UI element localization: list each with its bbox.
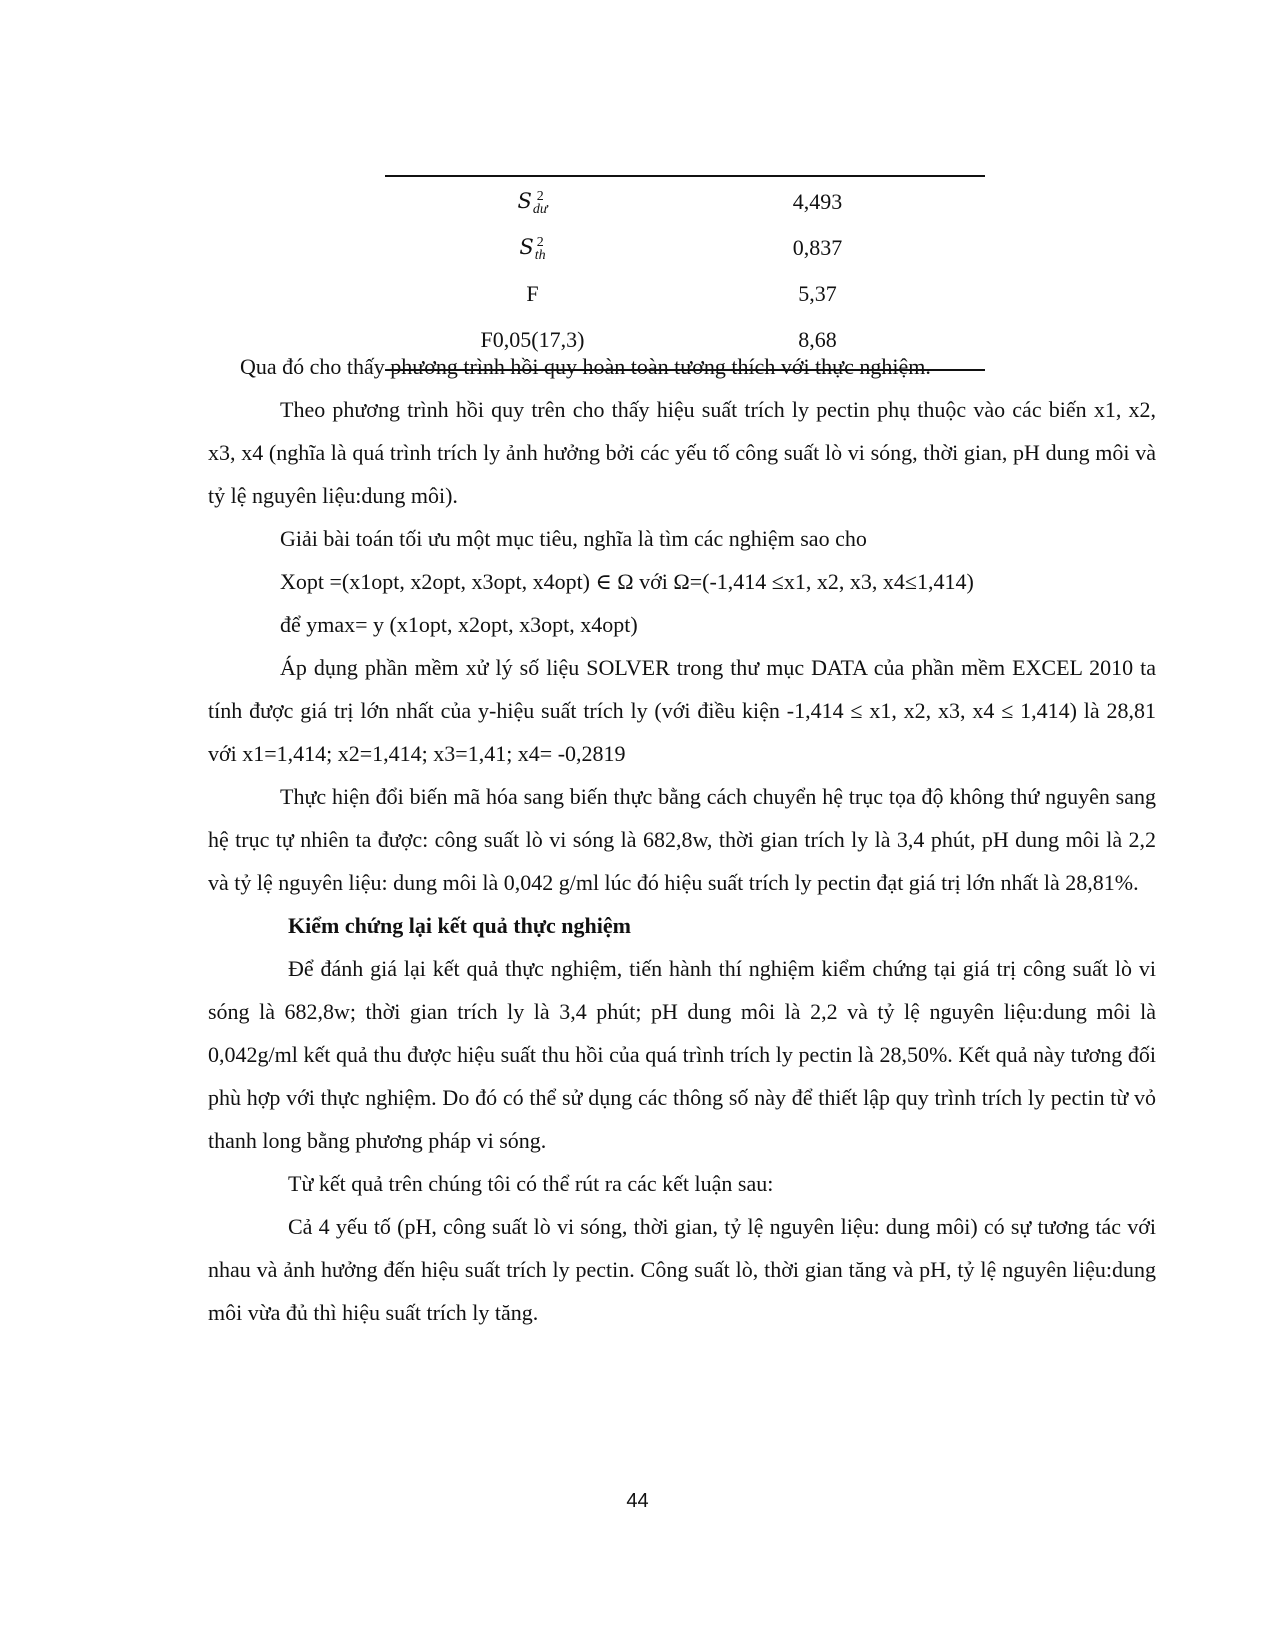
paragraph: Qua đó cho thấy phương trình hồi quy hoàn toàn tương thích với thực nghiệm. [240, 354, 931, 379]
statistics-table [385, 175, 985, 371]
paragraph: Để đánh giá lại kết quả thực nghiệm, tiến hành thí nghiệm kiểm chứng tại giá trị công suất lò vi sóng là 682,8w; thời gian trích ly là 3,4 phút; pH dung môi là 2,2 và tỷ lệ nguyên liệu:dung môi là 0,042g/ml kết quả thu được hiệu suất thu hồi của quá trình trích ly pectin là 28,50%. Kết quả này tương đối phù hợp với thực nghiệm. Do đó có thể sử dụng các thông số này để thiết lập quy trình trích ly pectin từ vỏ thanh long bằng phương pháp vi sóng. [208, 956, 1156, 1153]
row-label-s-du: S 2 dư [517, 188, 548, 217]
section-heading: Kiểm chứng lại kết quả thực nghiệm [288, 913, 631, 938]
table-row [385, 179, 985, 225]
row-value: 4,493 [792, 189, 843, 214]
paragraph: Từ kết quả trên chúng tôi có thể rút ra các kết luận sau: [288, 1171, 774, 1196]
paragraph: Thực hiện đổi biến mã hóa sang biến thực bằng cách chuyển hệ trục tọa độ không thứ nguyên sang hệ trục tự nhiên ta được: công suất lò vi sóng là 682,8w, thời gian trích ly là 3,4 phút, pH dung môi là 2,2 và tỷ lệ nguyên liệu: dung môi là 0,042 g/ml lúc đó hiệu suất trích ly pectin đạt giá trị lớn nhất là 28,81%. [208, 784, 1156, 895]
variable-list: x1, x2, x3, x4 [208, 397, 1157, 465]
paragraph: Theo phương trình hồi quy trên cho thấy hiệu suất trích ly pectin phụ thuộc vào các biến x1, x2, x3, x4 (nghĩa là quá trình trích ly ảnh hưởng bởi các yếu tố công suất lò vi sóng, thời gian, pH dung môi và tỷ lệ nguyên liệu:dung môi). [208, 397, 1157, 508]
paragraph: Giải bài toán tối ưu một mục tiêu, nghĩa là tìm các nghiệm sao cho [280, 526, 867, 551]
page-number: 44 [626, 1490, 649, 1512]
row-value: 5,37 [798, 281, 837, 306]
paragraph: Áp dụng phần mềm xử lý số liệu SOLVER trong thư mục DATA của phần mềm EXCEL 2010 ta tính được giá trị lớn nhất của y-hiệu suất trích ly (với điều kiện -1,414 ≤ x1, x2, x3, x4 ≤ 1,414) là 28,81 với x1=1,414; x2=1,414; x3=1,41; x4= -0,2819 [208, 655, 1156, 766]
row-value: 0,837 [792, 235, 843, 260]
equation-ymax: để ymax= y (x1opt, x2opt, x3opt, x4opt) [280, 612, 638, 637]
body-text [208, 345, 1156, 1334]
paragraph: Cả 4 yếu tố (pH, công suất lò vi sóng, thời gian, tỷ lệ nguyên liệu: dung môi) có sự tương tác với nhau và ảnh hưởng đến hiệu suất trích ly pectin. Công suất lò, thời gian tăng và pH, tỷ lệ nguyên liệu:dung môi vừa đủ thì hiệu suất trích ly tăng. [208, 1214, 1156, 1325]
row-value: 8,68 [798, 327, 837, 352]
table-row [385, 225, 985, 271]
table-row [385, 271, 985, 317]
row-label-f-critical: F0,05(17,3) [480, 327, 585, 352]
equation-xopt: Xopt =(x1opt, x2opt, x3opt, x4opt) ∈ Ω với Ω=(-1,414 ≤x1, x2, x3, x4≤1,414) [280, 569, 974, 594]
row-label-f: F [526, 281, 539, 306]
row-label-s-th: S 2 th [519, 234, 546, 263]
